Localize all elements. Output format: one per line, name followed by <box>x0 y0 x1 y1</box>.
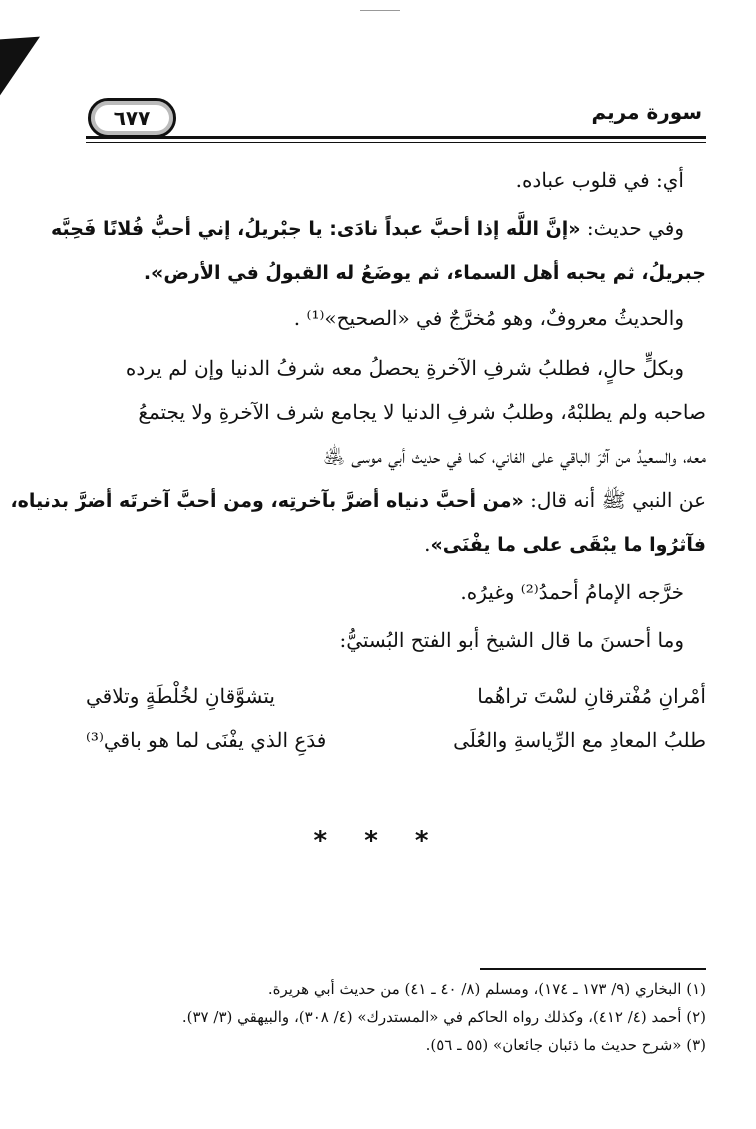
footnote-3: (٣) «شرح حديث ما ذئبان جائعان» (٥٥ ـ ٥٦). <box>425 1036 706 1054</box>
section-separator: * * * <box>313 826 443 856</box>
poem-verse-2-second: فدَعِ الذي يفْنَى لما هو باقي⁽³⁾ <box>86 728 327 752</box>
poem-verse-1-first: أمْرانِ مُفْترقانِ لسْتَ تراهُما <box>477 684 706 708</box>
footnote-1: (١) البخاري (٩/ ١٧٣ ـ ١٧٤)، ومسلم (٨/ ٤٠ ـ ٤١) من حديث أبي هريرة. <box>267 980 706 998</box>
paragraph-6: وما أحسنَ ما قال الشيخ أبو الفتح البُستيُّ: <box>339 628 684 652</box>
footnote-rule <box>480 968 706 970</box>
paragraph-1: أي: في قلوب عباده. <box>515 168 684 192</box>
paragraph-4-line-1: وبكلٍّ حالٍ، فطلبُ شرفِ الآخرةِ يحصلُ معه شرفُ الدنيا وإن لم يرده <box>125 356 684 380</box>
page-number: ٦٧٧ <box>113 106 151 130</box>
footnote-2: (٢) أحمد (٤/ ٤١٢)، وكذلك رواه الحاكم في «المستدرك» (٤/ ٣٠٨)، والبيهقي (٣/ ٣٧). <box>181 1008 706 1026</box>
paragraph-4-line-3: معه، والسعيدُ من آثرَ الباقي على الفاني، كما في حديث أبي موسى ﵁ <box>323 444 706 468</box>
hadith-intro-2: عن النبي ﷺ أنه قال: <box>523 488 706 512</box>
hadith-intro: وفي حديث: <box>580 216 684 240</box>
sentence-end: . <box>424 532 431 556</box>
paragraph-5: خرَّجه الإمامُ أحمدُ⁽²⁾ وغيرُه. <box>460 580 684 604</box>
page-corner-mark <box>0 21 40 96</box>
hadith-text-2: «من أحبَّ دنياه أضرَّ بآخرتِه، ومن أحبَّ آخرتَه أضرَّ بدنياه، <box>10 490 524 512</box>
hadith-text: «إنَّ اللَّه إذا أحبَّ عبداً نادَى: يا جبْريلُ، إني أحبُّ فُلانًا فَحِبَّه <box>50 218 581 240</box>
paragraph-2-line-1 <box>51 216 684 240</box>
paragraph-3: والحديثُ معروفٌ، وهو مُخرَّجٌ في «الصحيح»⁽¹⁾ . <box>293 306 684 330</box>
page-number-badge <box>88 98 176 138</box>
paragraph-4-line-4 <box>10 488 706 517</box>
paragraph-4-line-5 <box>424 532 706 556</box>
top-dash-mark <box>360 10 400 11</box>
header-rule-thin <box>86 142 706 143</box>
hadith-text-2-end: فآثرُوا ما يبْقَى على ما يفْنَى» <box>430 534 706 556</box>
page-header <box>86 92 706 142</box>
poem-verse-1-second: يتشوَّقانِ لخُلْطَةٍ وتلاقي <box>86 684 275 708</box>
paragraph-4-line-2: صاحبه ولم يطلبْهُ، وطلبُ شرفِ الدنيا لا يجامع شرف الآخرةِ ولا يجتمعُ <box>138 400 706 424</box>
paragraph-2-line-2: جبريلُ، ثم يحبه أهل السماء، ثم يوضَعُ له القبولُ في الأرض». <box>143 262 706 284</box>
surah-title: سورة مريم <box>591 100 702 124</box>
header-rule <box>86 136 706 139</box>
poem-verse-2-first: طلبُ المعادِ مع الرِّياسةِ والعُلَى <box>453 728 706 752</box>
